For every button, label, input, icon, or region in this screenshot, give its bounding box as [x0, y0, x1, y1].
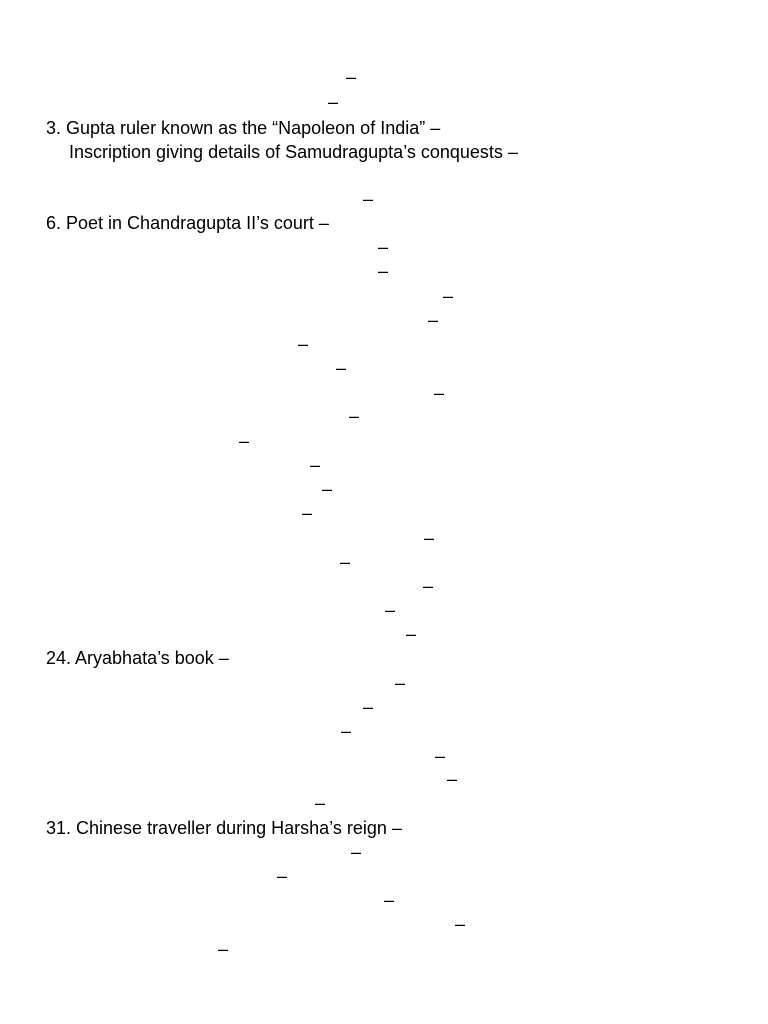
answer-dash: –	[384, 890, 395, 910]
question-6-line: 6. Poet in Chandragupta II’s court –	[46, 213, 329, 233]
answer-dash: –	[218, 939, 229, 959]
answer-dash: –	[310, 455, 321, 475]
answer-dash: –	[277, 866, 288, 886]
answer-dash: –	[341, 721, 352, 741]
question-24-line: 24. Aryabhata’s book –	[46, 648, 229, 668]
answer-dash: –	[385, 600, 396, 620]
answer-dash: –	[435, 746, 446, 766]
answer-dash: –	[349, 406, 360, 426]
answer-dash: –	[328, 92, 339, 112]
answer-dash: –	[378, 261, 389, 281]
answer-dash: –	[239, 431, 250, 451]
answer-dash: –	[315, 793, 326, 813]
answer-dash: –	[302, 503, 313, 523]
answer-dash: –	[447, 769, 458, 789]
answer-dash: –	[363, 189, 374, 209]
question-3-line: 3. Gupta ruler known as the “Napoleon of India” –	[46, 118, 441, 138]
answer-dash: –	[443, 286, 454, 306]
answer-dash: –	[336, 358, 347, 378]
answer-dash: –	[298, 334, 309, 354]
answer-dash: –	[455, 914, 466, 934]
answer-dash: –	[363, 697, 374, 717]
answer-dash: –	[395, 673, 406, 693]
answer-dash: –	[406, 624, 417, 644]
answer-dash: –	[351, 842, 362, 862]
answer-dash: –	[378, 237, 389, 257]
answer-dash: –	[346, 67, 357, 87]
question-31-line: 31. Chinese traveller during Harsha’s reign –	[46, 818, 402, 838]
answer-dash: –	[428, 310, 439, 330]
question-3-continuation-line: Inscription giving details of Samudragupta’s conquests –	[69, 142, 518, 162]
answer-dash: –	[340, 552, 351, 572]
answer-dash: –	[434, 383, 445, 403]
answer-dash: –	[423, 576, 434, 596]
answer-dash: –	[322, 479, 333, 499]
answer-dash: –	[424, 528, 435, 548]
